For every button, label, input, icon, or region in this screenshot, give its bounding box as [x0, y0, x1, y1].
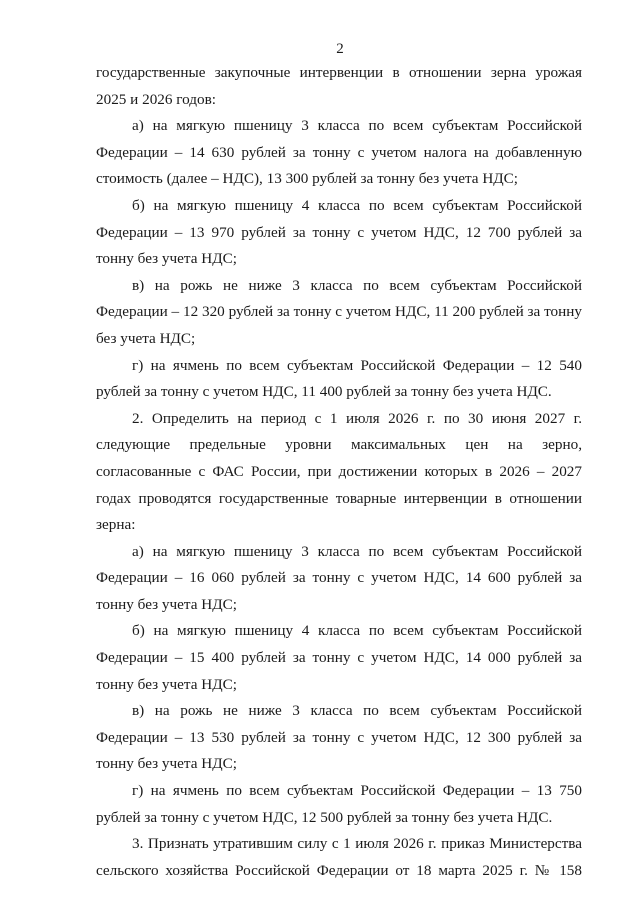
paragraph-commodity-wheat-class-3: а) на мягкую пшеницу 3 класса по всем субъектам Российской Федерации – 16 060 рублей за тонну с учетом НДС, 14 600 рублей за тонну без учета НДС; — [96, 542, 582, 613]
paragraph-section-3: 3. Признать утратившим силу с 1 июля 2026 г. приказ Министерства сельского хозяйства Российской Федерации от 18 марта 2025 г. № 158 — [96, 835, 582, 879]
paragraph-commodity-wheat-class-4: б) на мягкую пшеницу 4 класса по всем субъектам Российской Федерации – 15 400 рублей за тонну с учетом НДС, 14 000 рублей за тонну без учета НДС; — [96, 622, 582, 693]
paragraph-procurement-wheat-class-4: б) на мягкую пшеницу 4 класса по всем субъектам Российской Федерации – 13 970 рублей за тонну с учетом НДС, 12 700 рублей за тонну без учета НДС; — [96, 196, 582, 268]
document-body — [96, 60, 582, 884]
paragraph-procurement-wheat-class-3: а) на мягкую пшеницу 3 класса по всем субъектам Российской Федерации – 14 630 рублей за тонну с учетом налога на добавленную стоимость (далее – НДС), 13 300 рублей за тонну без учета НДС; — [96, 117, 582, 188]
paragraph-commodity-rye: в) на рожь не ниже 3 класса по всем субъектам Российской Федерации – 13 530 рублей за тонну с учетом НДС, 12 300 рублей за тонну без учета НДС; — [96, 702, 582, 773]
page-number: 2 — [336, 41, 344, 57]
paragraph-section-2: 2. Определить на период с 1 июля 2026 г. по 30 июня 2027 г. следующие предельные уровни максимальных цен на зерно, согласованные с ФАС России, при достижении которых в 2026 – 2027 годах проводятся государственные товарные интервенции в отношении зерна: — [96, 409, 582, 534]
paragraph-intro-continuation: государственные закупочные интервенции в отношении зерна урожая 2025 и 2026 годов: — [96, 64, 582, 108]
paragraph-procurement-rye: в) на рожь не ниже 3 класса по всем субъектам Российской Федерации – 12 320 рублей за тонну с учетом НДС, 11 200 рублей за тонну без учета НДС; — [96, 276, 582, 347]
paragraph-procurement-barley: г) на ячмень по всем субъектам Российской Федерации – 12 540 рублей за тонну с учетом НДС, 11 400 рублей за тонну без учета НДС. — [96, 356, 582, 401]
paragraph-commodity-barley: г) на ячмень по всем субъектам Российской Федерации – 13 750 рублей за тонну с учетом НДС, 12 500 рублей за тонну без учета НДС. — [96, 782, 582, 826]
